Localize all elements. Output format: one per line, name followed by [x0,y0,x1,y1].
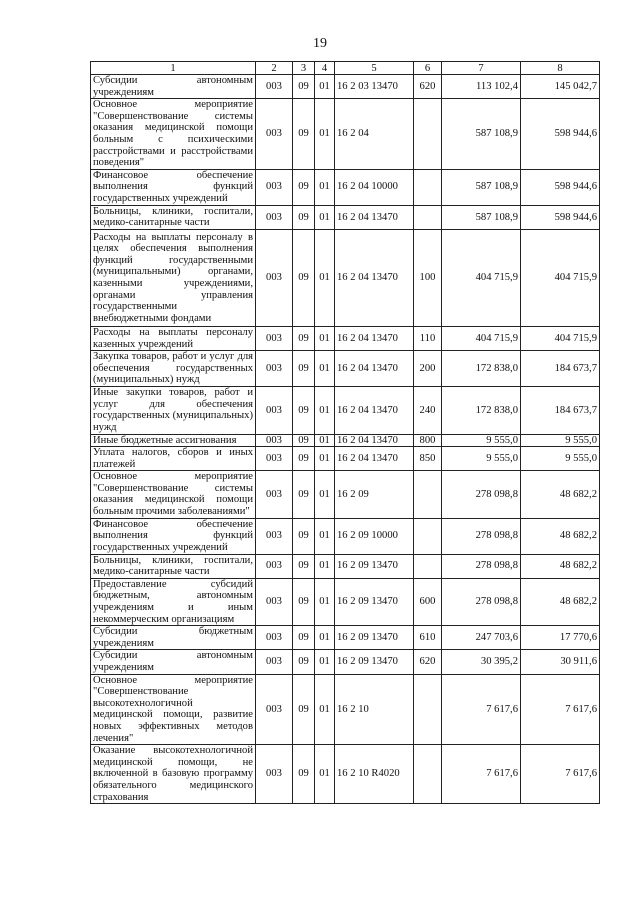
table-row [91,99,600,170]
row-name: Предоставление субсидий бюджетным, автономным учреждениям и иным некоммерческим организациям [91,578,256,625]
row-subsection-code: 01 [315,674,335,745]
table-row [91,674,600,745]
row-target-article: 16 2 04 13470 [335,351,414,387]
row-amount-year2: 48 682,2 [521,471,600,518]
row-amount-year2: 7 617,6 [521,674,600,745]
table-row [91,75,600,99]
row-target-article: 16 2 04 10000 [335,169,414,205]
column-header: 3 [293,62,315,75]
row-amount-year2: 9 555,0 [521,447,600,471]
row-amount-year2: 48 682,2 [521,518,600,554]
row-name: Иные бюджетные ассигнования [91,434,256,447]
row-name: Основное мероприятие "Совершенствование системы оказания медицинской помощи больным с психическими расстройствами и расстройствами поведения" [91,99,256,170]
row-grbs-code: 003 [256,205,293,229]
row-expense-type [414,674,442,745]
row-amount-year1: 278 098,8 [442,518,521,554]
row-grbs-code: 003 [256,626,293,650]
row-target-article: 16 2 09 [335,471,414,518]
row-target-article: 16 2 09 13470 [335,626,414,650]
row-name: Иные закупки товаров, работ и услуг для обеспечения государственных (муниципальных) нужд [91,387,256,434]
row-expense-type [414,99,442,170]
row-subsection-code: 01 [315,518,335,554]
row-amount-year2: 48 682,2 [521,578,600,625]
row-amount-year2: 17 770,6 [521,626,600,650]
row-name: Субсидии бюджетным учреждениям [91,626,256,650]
row-expense-type [414,518,442,554]
row-expense-type: 610 [414,626,442,650]
row-grbs-code: 003 [256,447,293,471]
row-amount-year1: 587 108,9 [442,99,521,170]
row-subsection-code: 01 [315,745,335,804]
row-amount-year2: 7 617,6 [521,745,600,804]
row-section-code: 09 [293,229,315,326]
row-amount-year1: 113 102,4 [442,75,521,99]
row-target-article: 16 2 04 13470 [335,387,414,434]
row-target-article: 16 2 09 10000 [335,518,414,554]
row-target-article: 16 2 03 13470 [335,75,414,99]
row-name: Закупка товаров, работ и услуг для обеспечения государственных (муниципальных) нужд [91,351,256,387]
row-subsection-code: 01 [315,387,335,434]
row-grbs-code: 003 [256,229,293,326]
row-amount-year1: 247 703,6 [442,626,521,650]
row-grbs-code: 003 [256,554,293,578]
row-amount-year2: 30 911,6 [521,650,600,674]
row-grbs-code: 003 [256,434,293,447]
row-section-code: 09 [293,387,315,434]
row-section-code: 09 [293,650,315,674]
row-amount-year1: 7 617,6 [442,745,521,804]
row-amount-year2: 184 673,7 [521,351,600,387]
table-row [91,518,600,554]
row-expense-type: 800 [414,434,442,447]
row-target-article: 16 2 04 [335,99,414,170]
table-row [91,434,600,447]
row-subsection-code: 01 [315,326,335,350]
column-header: 4 [315,62,335,75]
row-amount-year1: 278 098,8 [442,578,521,625]
column-header: 1 [91,62,256,75]
row-section-code: 09 [293,745,315,804]
row-amount-year2: 9 555,0 [521,434,600,447]
row-section-code: 09 [293,99,315,170]
row-expense-type [414,745,442,804]
row-grbs-code: 003 [256,650,293,674]
row-subsection-code: 01 [315,205,335,229]
row-subsection-code: 01 [315,554,335,578]
row-grbs-code: 003 [256,387,293,434]
row-subsection-code: 01 [315,351,335,387]
column-header: 2 [256,62,293,75]
row-expense-type: 200 [414,351,442,387]
row-section-code: 09 [293,205,315,229]
row-subsection-code: 01 [315,578,335,625]
row-grbs-code: 003 [256,326,293,350]
row-amount-year1: 278 098,8 [442,471,521,518]
row-expense-type: 620 [414,650,442,674]
row-target-article: 16 2 04 13470 [335,326,414,350]
table-row [91,229,600,326]
row-subsection-code: 01 [315,169,335,205]
row-section-code: 09 [293,471,315,518]
row-section-code: 09 [293,351,315,387]
row-subsection-code: 01 [315,75,335,99]
row-amount-year2: 598 944,6 [521,99,600,170]
row-amount-year1: 278 098,8 [442,554,521,578]
table-row [91,351,600,387]
row-amount-year1: 404 715,9 [442,229,521,326]
row-target-article: 16 2 10 R4020 [335,745,414,804]
table-row [91,169,600,205]
row-name: Субсидии автономным учреждениям [91,75,256,99]
row-target-article: 16 2 09 13470 [335,650,414,674]
table-row [91,471,600,518]
row-section-code: 09 [293,554,315,578]
row-expense-type: 620 [414,75,442,99]
column-header: 8 [521,62,600,75]
table-row [91,650,600,674]
row-subsection-code: 01 [315,626,335,650]
row-subsection-code: 01 [315,99,335,170]
row-name: Расходы на выплаты персоналу в целях обеспечения выполнения функций государственными (муниципальными) органами, казенными учреждениями, органами управления государственными внебюджетными фондами [91,229,256,326]
table-row [91,745,600,804]
row-subsection-code: 01 [315,447,335,471]
table-row [91,205,600,229]
row-target-article: 16 2 04 13470 [335,434,414,447]
row-expense-type: 240 [414,387,442,434]
row-grbs-code: 003 [256,518,293,554]
row-amount-year2: 404 715,9 [521,326,600,350]
column-header: 5 [335,62,414,75]
row-section-code: 09 [293,447,315,471]
budget-table [90,61,600,804]
row-amount-year1: 9 555,0 [442,447,521,471]
column-header: 6 [414,62,442,75]
table-body [91,75,600,804]
row-amount-year1: 172 838,0 [442,387,521,434]
row-grbs-code: 003 [256,169,293,205]
row-name: Основное мероприятие "Совершенствование высокотехнологичной медицинской помощи, развитие новых эффективных методов лечения" [91,674,256,745]
row-expense-type: 100 [414,229,442,326]
row-grbs-code: 003 [256,99,293,170]
row-expense-type: 600 [414,578,442,625]
table-row [91,554,600,578]
row-target-article: 16 2 04 13470 [335,229,414,326]
row-grbs-code: 003 [256,75,293,99]
row-name: Расходы на выплаты персоналу казенных учреждений [91,326,256,350]
row-amount-year1: 172 838,0 [442,351,521,387]
row-name: Оказание высокотехнологичной медицинской помощи, не включенной в базовую программу обязательного медицинского страхования [91,745,256,804]
row-name: Основное мероприятие "Совершенствование системы оказания медицинской помощи больным прочими заболеваниями" [91,471,256,518]
row-amount-year1: 30 395,2 [442,650,521,674]
row-amount-year1: 7 617,6 [442,674,521,745]
table-row [91,387,600,434]
row-amount-year2: 145 042,7 [521,75,600,99]
row-amount-year1: 587 108,9 [442,205,521,229]
row-grbs-code: 003 [256,351,293,387]
row-amount-year1: 404 715,9 [442,326,521,350]
row-section-code: 09 [293,674,315,745]
row-section-code: 09 [293,75,315,99]
row-section-code: 09 [293,326,315,350]
row-target-article: 16 2 04 13470 [335,205,414,229]
row-grbs-code: 003 [256,471,293,518]
row-expense-type [414,471,442,518]
header-row [91,62,600,75]
row-amount-year2: 598 944,6 [521,169,600,205]
row-section-code: 09 [293,626,315,650]
row-subsection-code: 01 [315,229,335,326]
row-subsection-code: 01 [315,471,335,518]
row-subsection-code: 01 [315,650,335,674]
row-target-article: 16 2 09 13470 [335,578,414,625]
row-target-article: 16 2 10 [335,674,414,745]
column-header: 7 [442,62,521,75]
row-name: Больницы, клиники, госпитали, медико-санитарные части [91,554,256,578]
row-section-code: 09 [293,578,315,625]
row-name: Субсидии автономным учреждениям [91,650,256,674]
row-grbs-code: 003 [256,745,293,804]
row-expense-type [414,554,442,578]
row-name: Уплата налогов, сборов и иных платежей [91,447,256,471]
row-amount-year2: 48 682,2 [521,554,600,578]
row-amount-year2: 598 944,6 [521,205,600,229]
row-target-article: 16 2 04 13470 [335,447,414,471]
row-name: Финансовое обеспечение выполнения функций государственных учреждений [91,518,256,554]
row-amount-year2: 184 673,7 [521,387,600,434]
row-target-article: 16 2 09 13470 [335,554,414,578]
row-expense-type [414,169,442,205]
row-amount-year2: 404 715,9 [521,229,600,326]
row-expense-type: 110 [414,326,442,350]
table-row [91,447,600,471]
table-row [91,326,600,350]
row-section-code: 09 [293,434,315,447]
table-row [91,578,600,625]
row-grbs-code: 003 [256,674,293,745]
row-section-code: 09 [293,169,315,205]
page-number: 19 [313,36,327,51]
row-expense-type: 850 [414,447,442,471]
row-subsection-code: 01 [315,434,335,447]
row-expense-type [414,205,442,229]
row-name: Финансовое обеспечение выполнения функций государственных учреждений [91,169,256,205]
row-grbs-code: 003 [256,578,293,625]
row-section-code: 09 [293,518,315,554]
row-amount-year1: 587 108,9 [442,169,521,205]
table-row [91,626,600,650]
row-name: Больницы, клиники, госпитали, медико-санитарные части [91,205,256,229]
row-amount-year1: 9 555,0 [442,434,521,447]
